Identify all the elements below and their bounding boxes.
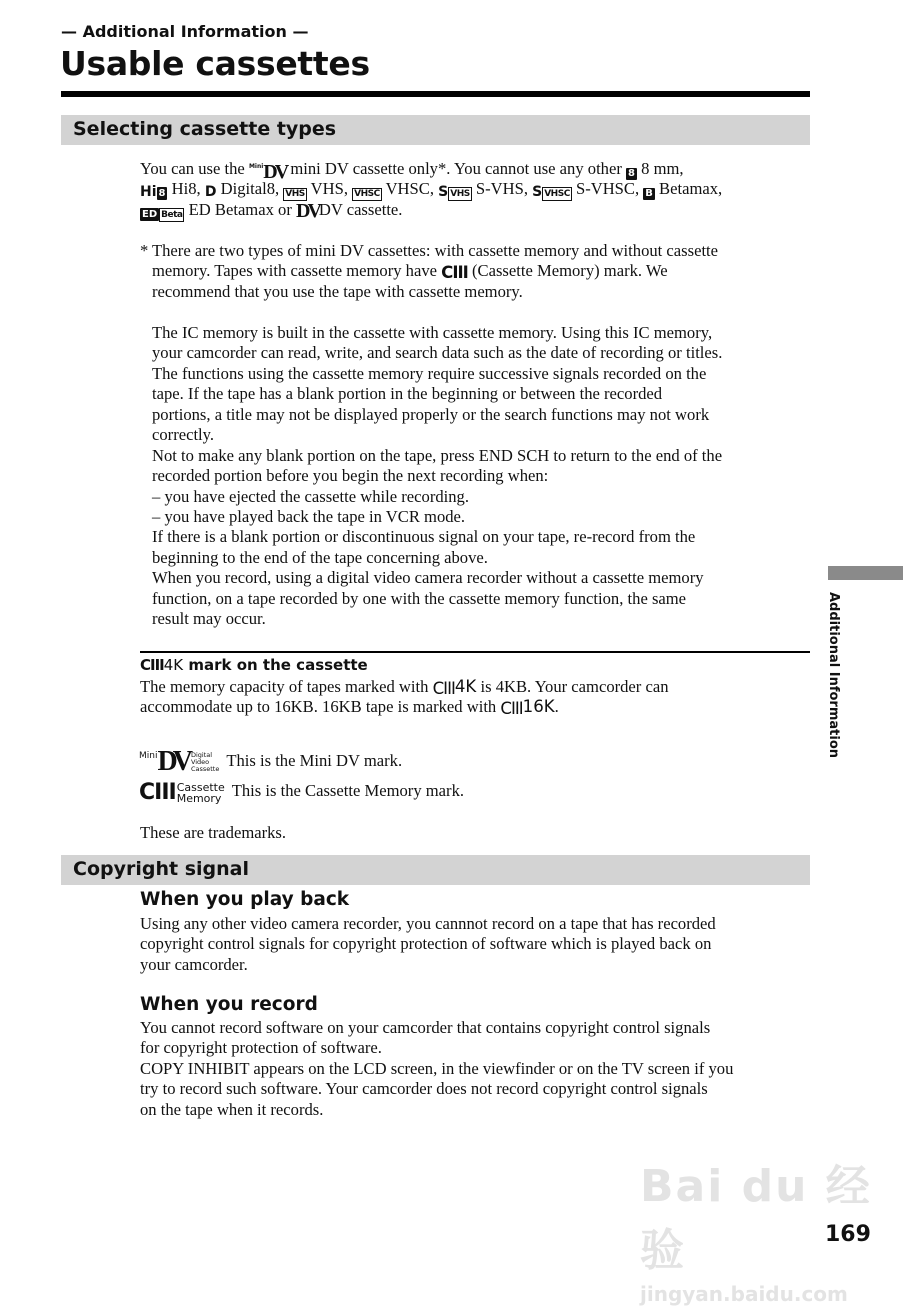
watermark-logo: Bai du 经验 jingyan.baidu.com xyxy=(640,1161,872,1306)
svhs-icon: S VHS xyxy=(438,184,470,201)
betamax-icon: B xyxy=(645,188,653,200)
text-line: You cannot record software on your camcorder that contains copyright control signals xyxy=(140,1018,711,1037)
record-heading: When you record xyxy=(140,994,318,1015)
ed-beta-icon: ED Beta xyxy=(142,208,183,220)
mini-dv-logo: Mini xyxy=(139,750,158,761)
svhsc-icon: S VHSC xyxy=(532,184,570,201)
text: 8 mm, xyxy=(636,159,684,178)
text: 16K xyxy=(522,697,555,717)
text: You can use the xyxy=(140,159,249,178)
text: is 4KB. Your camcorder can xyxy=(476,677,669,696)
text-line: recorded portion before you begin the next recording when: xyxy=(152,466,549,486)
text-line: Not to make any blank portion on the tape, press END SCH to return to the end of the xyxy=(152,445,723,465)
playback-heading: When you play back xyxy=(140,889,350,910)
text: 4K xyxy=(163,656,184,674)
intro-paragraph xyxy=(140,159,722,220)
cassette-memory-icon: CIII xyxy=(140,656,164,674)
section-bar-copyright-signal xyxy=(61,855,810,885)
section-bar-selecting-cassette-types xyxy=(61,115,810,145)
text: accommodate up to 16KB. 16KB tape is marked with xyxy=(140,697,501,717)
mini-dv-mark-row xyxy=(139,746,403,777)
text: (Cassette Memory) mark. We xyxy=(467,261,668,281)
text: The memory capacity of tapes marked with xyxy=(140,677,433,696)
text-line: portions, a title may not be displayed properly or the search functions may not work xyxy=(152,404,710,424)
text-line: result may occur. xyxy=(152,609,266,629)
mini-dv-mark-text: This is the Mini DV mark. xyxy=(226,750,403,770)
text-line: try to record such software. Your camcorder does not record copyright control signals xyxy=(140,1079,708,1099)
footnote-line: recommend that you use the tape with cassette memory. xyxy=(152,281,523,301)
cassette-memory-icon: CIII xyxy=(432,679,455,698)
text-line: – you have played back the tape in VCR mode. xyxy=(152,506,466,526)
text: S-VHS, xyxy=(471,179,533,199)
text-line: function, on a tape recorded by one with the cassette memory function, the same xyxy=(152,588,687,608)
text-line: beginning to the end of the tape concerning above. xyxy=(152,547,488,567)
text-line: your camcorder can read, write, and search data such as the date of recording or titles. xyxy=(152,343,723,363)
cassette-memory-icon: CIII xyxy=(441,263,468,283)
cassette-memory-logo: CIII xyxy=(139,780,176,805)
text: Betamax, xyxy=(654,179,723,199)
text: VHS, xyxy=(306,179,353,199)
text: Digital8, xyxy=(216,179,284,199)
record-paragraph xyxy=(140,1018,733,1120)
cm4k-paragraph xyxy=(140,677,669,718)
text-line: copyright control signals for copyright protection of software which is played back on xyxy=(140,934,712,954)
playback-paragraph xyxy=(140,914,716,975)
cm4k-heading xyxy=(140,656,368,674)
text-line: your camcorder. xyxy=(140,954,248,974)
text-line: correctly. xyxy=(152,425,215,445)
dv-icon: DV xyxy=(296,199,319,222)
text-line: on the tape when it records. xyxy=(140,1099,324,1119)
cm-logo-caption: Cassette Memory xyxy=(176,780,225,805)
text: S-VHSC, xyxy=(571,179,644,199)
ic-memory-paragraph xyxy=(152,323,722,630)
text: mini DV cassette only*. You cannot use any other xyxy=(286,159,627,178)
page-title: Usable cassettes xyxy=(60,44,370,83)
text: VHSC, xyxy=(381,179,439,199)
vhs-icon: VHS xyxy=(285,189,305,200)
text-line: COPY INHIBIT appears on the LCD screen, in the viewfinder or on the TV screen if you xyxy=(140,1058,734,1078)
8mm-icon: 8 xyxy=(628,168,635,179)
cm-mark-row xyxy=(139,780,464,805)
text-line: When you record, using a digital video camera recorder without a cassette memory xyxy=(152,568,704,588)
text: ED Betamax or xyxy=(184,199,296,219)
text: . xyxy=(554,697,559,717)
footnote-star: * xyxy=(140,241,149,260)
vhsc-icon: VHSC xyxy=(354,189,380,200)
text: 4K xyxy=(454,677,477,696)
text-line: for copyright protection of software. xyxy=(140,1038,382,1058)
digital8-icon: D xyxy=(204,184,217,201)
text: Hi8, xyxy=(167,179,205,199)
side-tab-marker xyxy=(828,566,903,580)
footnote-line: memory. Tapes with cassette memory have xyxy=(152,261,442,281)
dv-logo-caption: Digital Video Cassette xyxy=(190,750,220,773)
footnote xyxy=(152,241,718,302)
trademarks-note: These are trademarks. xyxy=(140,823,287,842)
page-number: 169 xyxy=(825,1222,871,1247)
title-rule xyxy=(61,91,810,97)
cm-mark-text: This is the Cassette Memory mark. xyxy=(231,781,465,801)
side-tab-label: Additional Information xyxy=(826,592,841,759)
text: DV cassette. xyxy=(318,199,403,219)
text-line: Using any other video camera recorder, you cannnot record on a tape that has recorded xyxy=(140,914,716,933)
footnote-line: There are two types of mini DV cassettes: with cassette memory and without cassette xyxy=(152,241,719,260)
text-line: If there is a blank portion or discontinuous signal on your tape, re-record from the xyxy=(152,527,696,547)
divider xyxy=(140,651,810,653)
hi8-icon: Hi 8 xyxy=(140,184,166,201)
cassette-memory-icon: CIII xyxy=(500,699,523,719)
text: mark on the cassette xyxy=(183,656,368,674)
section-kicker: — Additional Information — xyxy=(61,22,309,41)
text-line: The IC memory is built in the cassette with cassette memory. Using this IC memory, xyxy=(152,323,713,342)
section-title: Selecting cassette types xyxy=(73,118,337,140)
text-line: The functions using the cassette memory require successive signals recorded on the xyxy=(152,363,707,383)
text-line: tape. If the tape has a blank portion in the beginning or between the recorded xyxy=(152,384,663,404)
section-title: Copyright signal xyxy=(73,858,249,880)
mini-dv-icon: $^{Mini}$DV xyxy=(248,161,287,183)
dv-logo: DV xyxy=(157,746,188,777)
text-line: – you have ejected the cassette while recording. xyxy=(152,486,469,506)
